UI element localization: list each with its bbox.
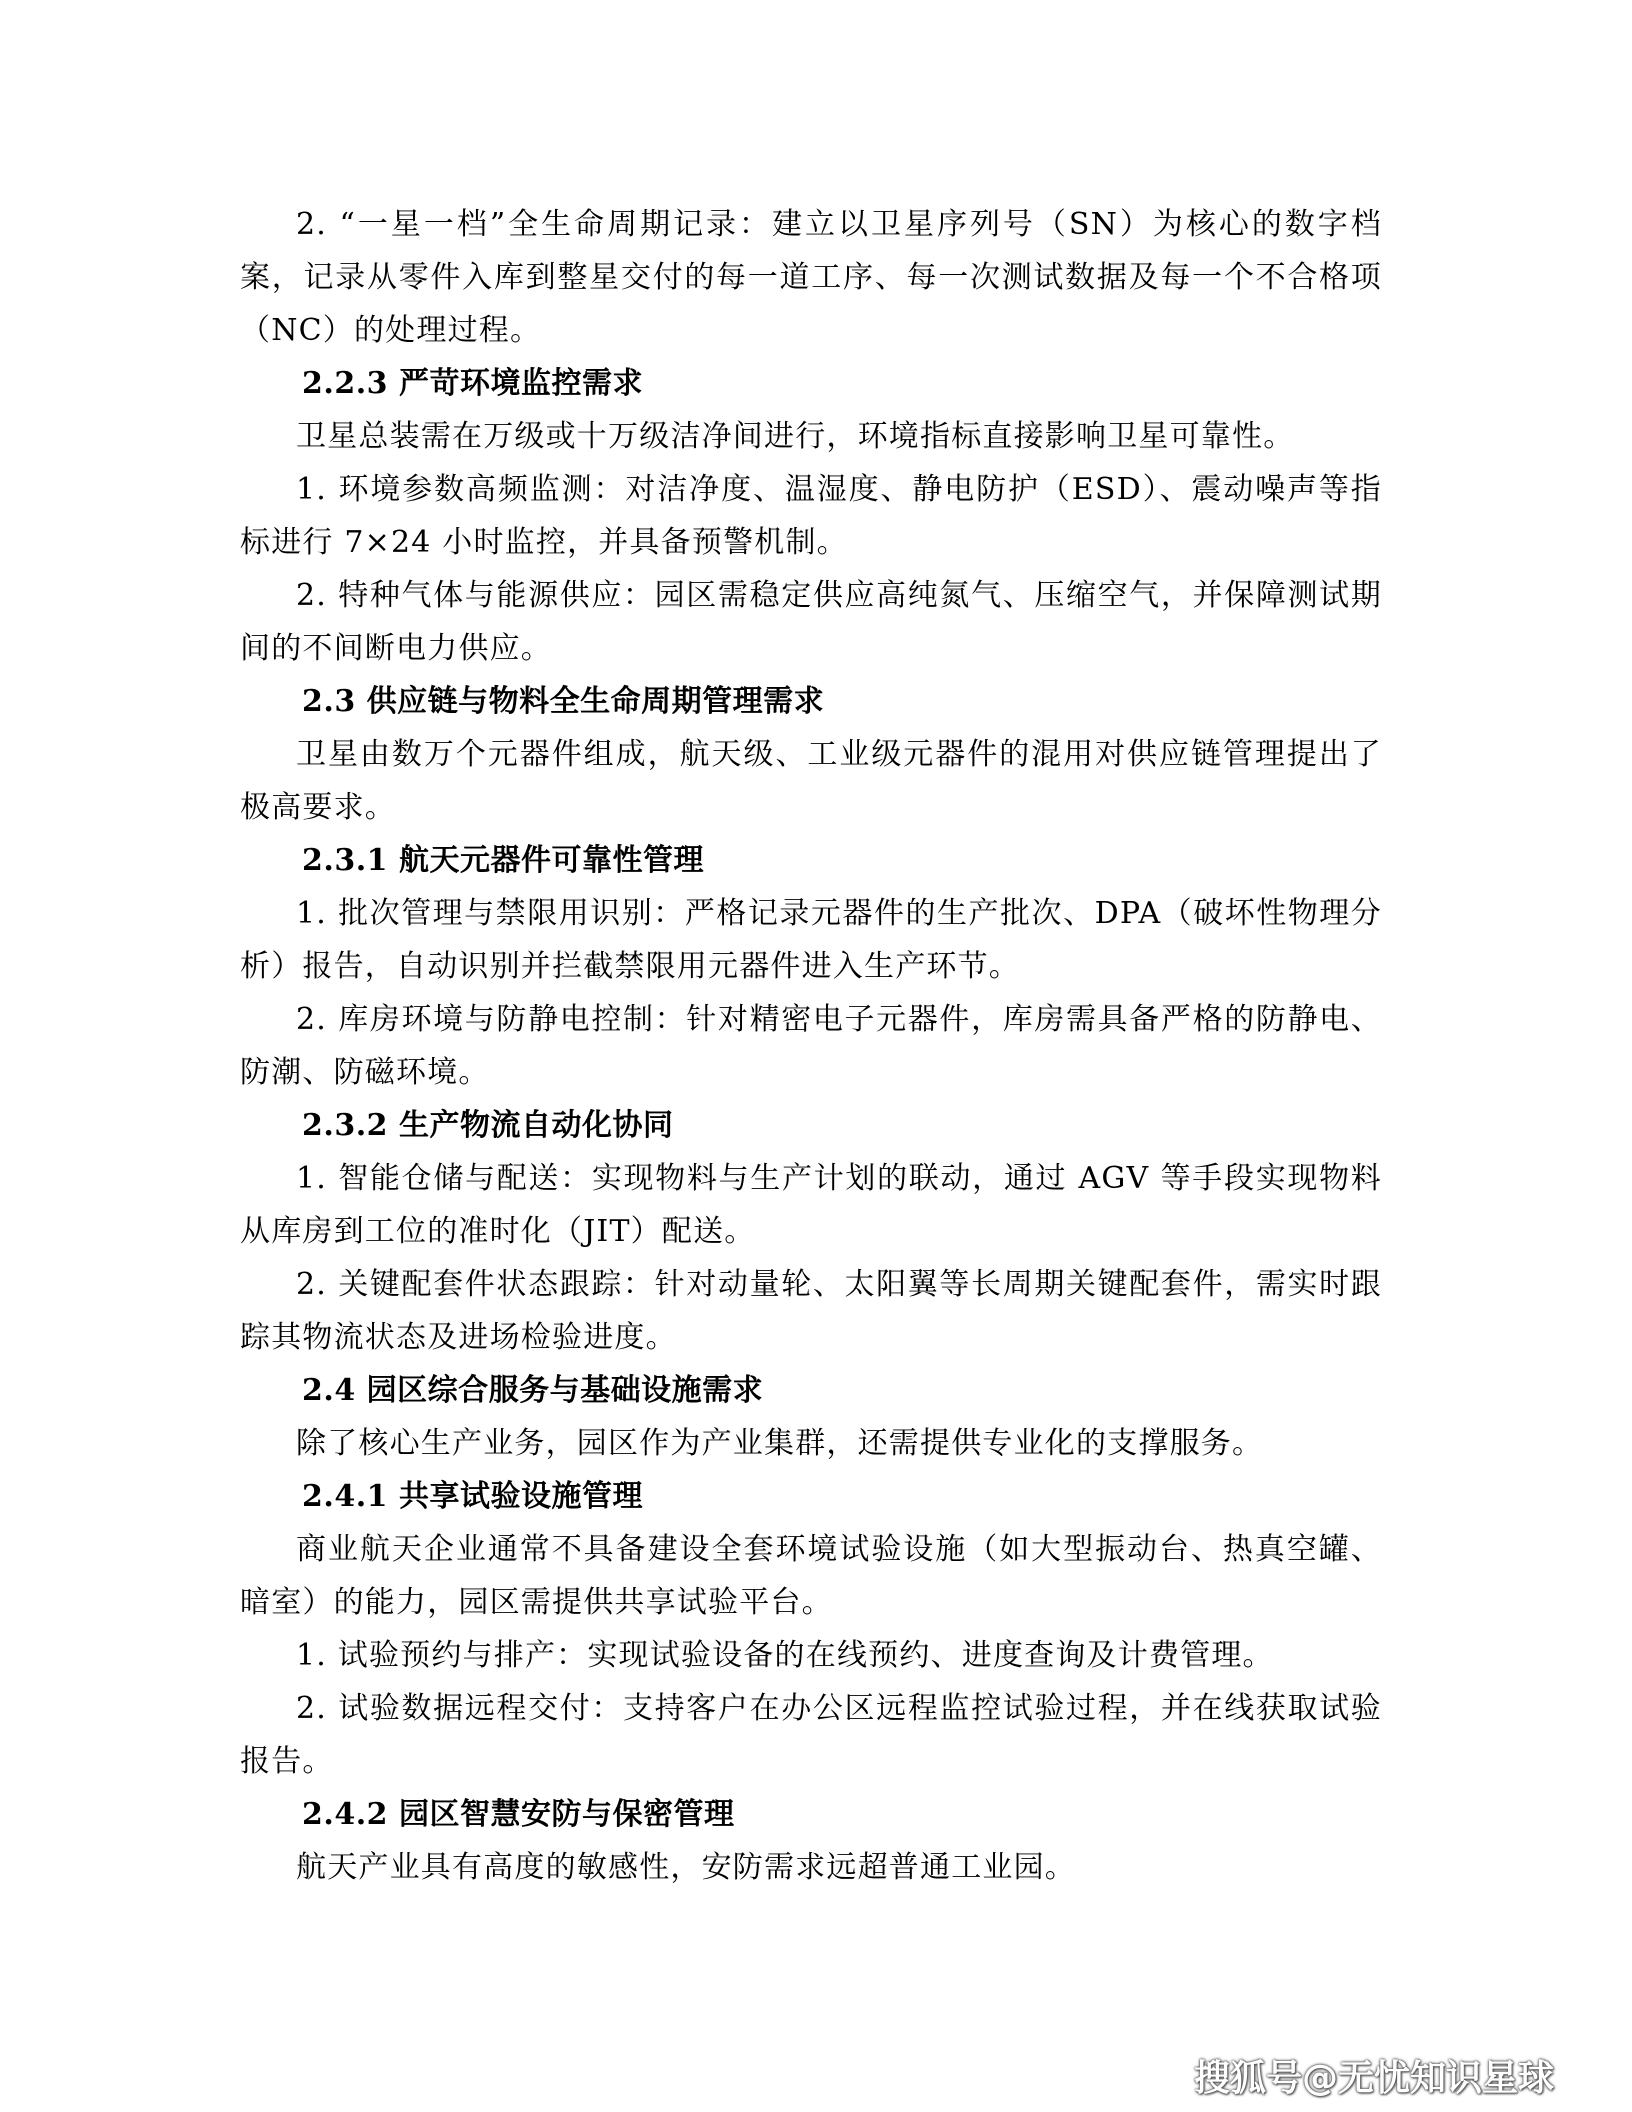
paragraph-warehouse-esd: 2. 库房环境与防静电控制：针对精密电子元器件，库房需具备严格的防静电、防潮、防磁环境。 <box>240 1002 1382 1090</box>
paragraph-security-intro: 航天产业具有高度的敏感性，安防需求远超普通工业园。 <box>296 1850 1076 1885</box>
paragraph-remote-test-delivery: 2. 试验数据远程交付：支持客户在办公区远程监控试验过程，并在线获取试验报告。 <box>240 1691 1382 1779</box>
paragraph-key-parts-tracking: 2. 关键配套件状态跟踪：针对动量轮、太阳翼等长周期关键配套件，需实时跟踪其物流状态及进场检验进度。 <box>240 1267 1382 1355</box>
paragraph-test-booking: 1. 试验预约与排产：实现试验设备的在线预约、进度查询及计费管理。 <box>296 1638 1274 1673</box>
heading-2-4-2: 2.4.2 园区智慧安防与保密管理 <box>302 1797 735 1832</box>
source-watermark: 搜狐号@无忧知识星球 <box>1193 2058 1554 2099</box>
heading-2-3-1: 2.3.1 航天元器件可靠性管理 <box>302 843 704 878</box>
paragraph-lifecycle-record: 2. “一星一档”全生命周期记录：建立以卫星序列号（SN）为核心的数字档案，记录从零件入库到整星交付的每一道工序、每一次测试数据及每一个不合格项（NC）的处理过程。 <box>240 207 1382 348</box>
paragraph-shared-test-facilities: 商业航天企业通常不具备建设全套环境试验设施（如大型振动台、热真空罐、暗室）的能力，园区需提供共享试验平台。 <box>240 1532 1382 1620</box>
heading-2-3: 2.3 供应链与物料全生命周期管理需求 <box>302 684 825 719</box>
paragraph-park-services-intro: 除了核心生产业务，园区作为产业集群，还需提供专业化的支撑服务。 <box>296 1426 1264 1461</box>
paragraph-cleanroom-intro: 卫星总装需在万级或十万级洁净间进行，环境指标直接影响卫星可靠性。 <box>296 419 1295 454</box>
paragraph-gas-energy-supply: 2. 特种气体与能源供应：园区需稳定供应高纯氮气、压缩空气，并保障测试期间的不间断电力供应。 <box>240 578 1382 666</box>
heading-2-2-3: 2.2.3 严苛环境监控需求 <box>302 366 643 401</box>
document-body <box>240 198 1382 1894</box>
paragraph-env-monitoring: 1. 环境参数高频监测：对洁净度、温湿度、静电防护（ESD）、震动噪声等指标进行 7×24 小时监控，并具备预警机制。 <box>240 472 1382 560</box>
paragraph-batch-management: 1. 批次管理与禁限用识别：严格记录元器件的生产批次、DPA（破坏性物理分析）报告，自动识别并拦截禁限用元器件进入生产环节。 <box>240 896 1382 984</box>
paragraph-supply-chain-intro: 卫星由数万个元器件组成，航天级、工业级元器件的混用对供应链管理提出了极高要求。 <box>240 737 1382 825</box>
paragraph-smart-warehousing: 1. 智能仓储与配送：实现物料与生产计划的联动，通过 AGV 等手段实现物料从库房到工位的准时化（JIT）配送。 <box>240 1161 1382 1249</box>
heading-2-4: 2.4 园区综合服务与基础设施需求 <box>302 1373 764 1408</box>
heading-2-4-1: 2.4.1 共享试验设施管理 <box>302 1479 643 1514</box>
heading-2-3-2: 2.3.2 生产物流自动化协同 <box>302 1108 674 1143</box>
